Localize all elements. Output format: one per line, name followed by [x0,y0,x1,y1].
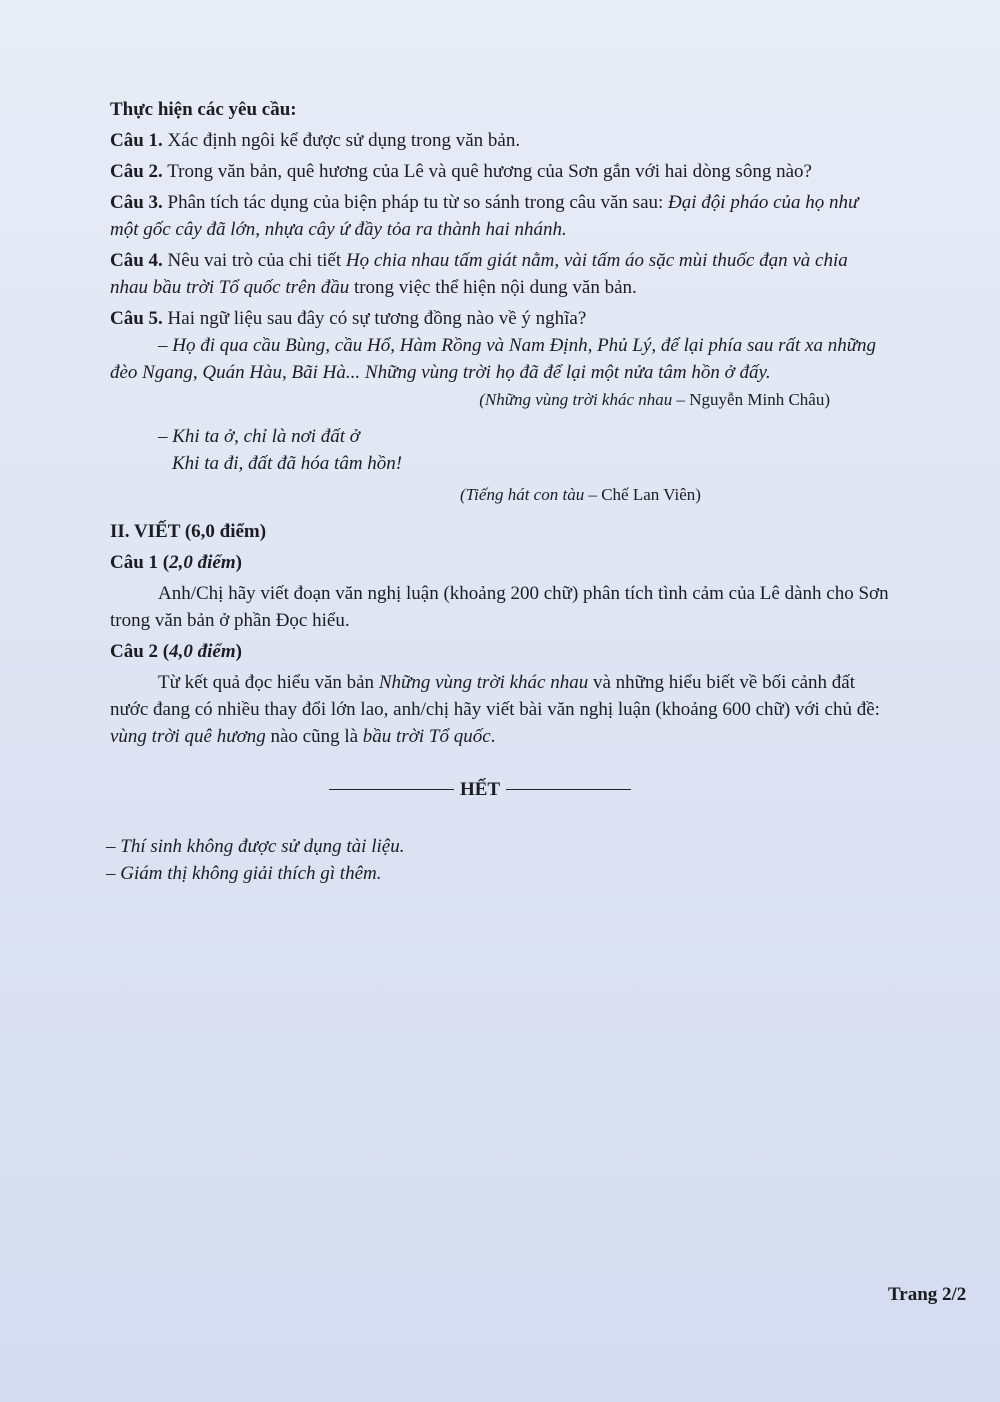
end-marker [170,776,790,803]
writing-question-2-close: ) [235,641,242,662]
writing-question-1-heading [110,549,940,576]
question-2 [110,158,940,185]
note-1: – Thí sinh không được sử dụng tài liệu. [106,836,405,857]
requirements-heading: Thực hiện các yêu cầu: [110,99,297,120]
writing-section-heading: II. VIẾT (6,0 điểm) [110,521,267,542]
question-3-quote-end: một gốc cây đã lớn, nhựa cây ứ đầy tỏa ra thành hai nhánh. [110,219,567,240]
excerpt-1-source [110,386,940,413]
question-5 [110,305,940,508]
writing-question-1-line-1: Anh/Chị hãy viết đoạn văn nghị luận (khoảng 200 chữ) phân tích tình cảm của Lê dành cho Sơn [158,583,889,604]
question-4 [110,247,940,301]
writing-question-2-title: Những vùng trời khác nhau [378,672,589,693]
question-1-text: Xác định ngôi kể được sử dụng trong văn bản. [162,130,521,151]
writing-question-2-post: và những hiểu biết về bối cảnh đất [588,672,855,693]
note-2: – Giám thị không giải thích gì thêm. [106,863,382,884]
writing-question-2-topic-mid: nào cũng là [265,726,363,747]
end-marker-label: HẾT [459,779,501,800]
writing-question-1-close: ) [235,552,242,573]
excerpt-1-source-author: – Nguyễn Minh Châu) [672,390,830,409]
writing-question-1-line-2: trong văn bản ở phần Đọc hiểu. [110,610,350,631]
excerpt-2-source-author: – Chế Lan Viên) [584,485,701,504]
question-4-detail-start: Họ chia nhau tấm giát nằm, vài tấm áo sặc mùi thuốc đạn và chia [345,250,848,271]
excerpt-2-line-1: – Khi ta ở, chỉ là nơi đất ở [158,426,360,447]
question-1-label: Câu 1. [110,130,163,151]
excerpt-1-line-2: đèo Ngang, Quán Hàu, Bãi Hà... Những vùng trời họ đã để lại một nửa tâm hồn ở đấy. [110,362,771,383]
writing-question-2-topic-b: bầu trời Tổ quốc [362,726,491,747]
excerpt-1-line-1: – Họ đi qua cầu Bùng, cầu Hổ, Hàm Rồng và Nam Định, Phủ Lý, để lại phía sau rất xa những [158,335,877,356]
question-3-text: Phân tích tác dụng của biện pháp tu từ so sánh trong câu văn sau: [162,192,669,213]
question-4-detail-end: nhau bầu trời Tổ quốc trên đầu [110,277,350,298]
exam-notes [106,833,940,887]
question-4-text: Nêu vai trò của chi tiết [162,250,346,271]
excerpt-2-line-2: Khi ta đi, đất đã hóa tâm hồn! [172,453,403,474]
excerpt-1-source-title: (Những vùng trời khác nhau [479,390,673,409]
writing-question-2-line-2: nước đang có nhiều thay đổi lớn lao, anh/chị hãy viết bài văn nghị luận (khoảng 600 chữ) với chủ đề: [110,699,880,720]
writing-question-1-points: 2,0 điểm [169,552,236,573]
writing-question-2-topic-end: . [490,726,496,747]
exam-content [106,96,940,887]
question-2-label: Câu 2. [110,161,163,182]
question-1 [110,127,940,154]
question-4-text-end: trong việc thể hiện nội dung văn bản. [349,277,637,298]
excerpt-2-source [110,481,940,508]
question-5-label: Câu 5. [110,308,163,329]
writing-question-2-topic-a: vùng trời quê hương [110,726,266,747]
writing-question-2-pre: Từ kết quả đọc hiểu văn bản [158,672,379,693]
question-3 [110,189,940,243]
writing-question-2-line-1 [110,669,940,696]
excerpt-2-source-title: (Tiếng hát con tàu [460,485,585,504]
writing-question-2-topic [110,723,940,750]
writing-question-2-heading [110,638,940,665]
end-rule-right [506,789,631,790]
question-5-text: Hai ngữ liệu sau đây có sự tương đồng nào về ý nghĩa? [162,308,587,329]
question-2-text: Trong văn bản, quê hương của Lê và quê hương của Sơn gắn với hai dòng sông nào? [162,161,812,182]
question-4-label: Câu 4. [110,250,163,271]
page-number: Trang 2/2 [888,1284,967,1305]
writing-question-2-points: 4,0 điểm [169,641,236,662]
question-3-quote-start: Đại đội pháo của họ như [668,192,859,213]
writing-question-1-label: Câu 1 ( [110,552,170,573]
writing-question-2-label: Câu 2 ( [110,641,170,662]
end-rule-left [329,789,454,790]
question-3-label: Câu 3. [110,192,163,213]
